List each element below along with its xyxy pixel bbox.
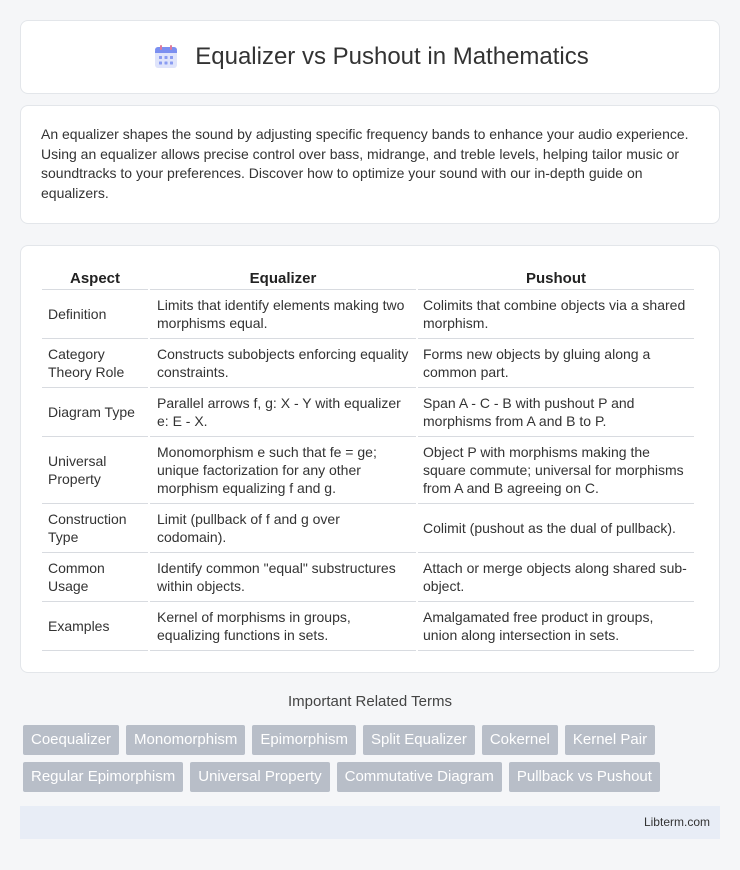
table-row	[42, 437, 694, 504]
cell-aspect: Examples	[42, 602, 148, 651]
cell-pushout: Span A - C - B with pushout P and morphisms from A and B to P.	[418, 388, 694, 437]
footer-site-link[interactable]: Libterm.com	[643, 815, 710, 829]
related-term-tag[interactable]: Split Equalizer	[363, 725, 475, 755]
header-inner	[151, 42, 589, 72]
related-terms-list	[23, 725, 723, 792]
footer	[20, 806, 720, 839]
calendar-icon	[151, 42, 181, 72]
header-card	[20, 20, 720, 94]
comparison-table-card	[20, 245, 720, 673]
cell-equalizer: Limit (pullback of f and g over codomain).	[150, 504, 416, 553]
related-term-tag[interactable]: Epimorphism	[252, 725, 356, 755]
comparison-table	[40, 266, 696, 651]
cell-aspect: Construction Type	[42, 504, 148, 553]
header-pushout: Pushout	[418, 266, 694, 290]
cell-pushout: Colimits that combine objects via a shared morphism.	[418, 290, 694, 339]
table-row	[42, 388, 694, 437]
cell-aspect: Diagram Type	[42, 388, 148, 437]
table-row	[42, 602, 694, 651]
related-terms-title: Important Related Terms	[288, 693, 452, 710]
table-row	[42, 339, 694, 388]
cell-pushout: Object P with morphisms making the square commute; universal for morphisms from A and B agreeing on C.	[418, 437, 694, 504]
table-row	[42, 290, 694, 339]
related-term-tag[interactable]: Coequalizer	[23, 725, 119, 755]
related-term-tag[interactable]: Pullback vs Pushout	[509, 762, 660, 792]
table-header-row	[42, 266, 694, 290]
related-term-tag[interactable]: Commutative Diagram	[337, 762, 502, 792]
header-aspect: Aspect	[42, 266, 148, 290]
cell-pushout: Forms new objects by gluing along a common part.	[418, 339, 694, 388]
related-term-tag[interactable]: Cokernel	[482, 725, 558, 755]
related-term-tag[interactable]: Monomorphism	[126, 725, 245, 755]
cell-pushout: Attach or merge objects along shared sub-object.	[418, 553, 694, 602]
cell-equalizer: Monomorphism e such that fe = ge; unique factorization for any other morphism equalizing f and g.	[150, 437, 416, 504]
cell-equalizer: Constructs subobjects enforcing equality constraints.	[150, 339, 416, 388]
cell-pushout: Amalgamated free product in groups, union along intersection in sets.	[418, 602, 694, 651]
cell-equalizer: Kernel of morphisms in groups, equalizing functions in sets.	[150, 602, 416, 651]
related-term-tag[interactable]: Regular Epimorphism	[23, 762, 183, 792]
header-equalizer: Equalizer	[150, 266, 416, 290]
cell-pushout: Colimit (pushout as the dual of pullback).	[418, 504, 694, 553]
intro-text: An equalizer shapes the sound by adjusting specific frequency bands to enhance your audio experience. Using an equalizer allows precise control over bass, midrange, and treble levels, helping tailor music or soundtracks to your preferences. Discover how to optimize your sound with our in-depth guide on equalizers.	[41, 126, 689, 201]
table-row	[42, 553, 694, 602]
cell-aspect: Universal Property	[42, 437, 148, 504]
table-row	[42, 504, 694, 553]
cell-aspect: Common Usage	[42, 553, 148, 602]
related-term-tag[interactable]: Universal Property	[190, 762, 329, 792]
cell-aspect: Category Theory Role	[42, 339, 148, 388]
cell-equalizer: Parallel arrows f, g: X - Y with equalizer e: E - X.	[150, 388, 416, 437]
cell-equalizer: Identify common "equal" substructures within objects.	[150, 553, 416, 602]
intro-card	[20, 105, 720, 224]
page-title: Equalizer vs Pushout in Mathematics	[195, 43, 589, 70]
related-term-tag[interactable]: Kernel Pair	[565, 725, 655, 755]
cell-equalizer: Limits that identify elements making two morphisms equal.	[150, 290, 416, 339]
cell-aspect: Definition	[42, 290, 148, 339]
